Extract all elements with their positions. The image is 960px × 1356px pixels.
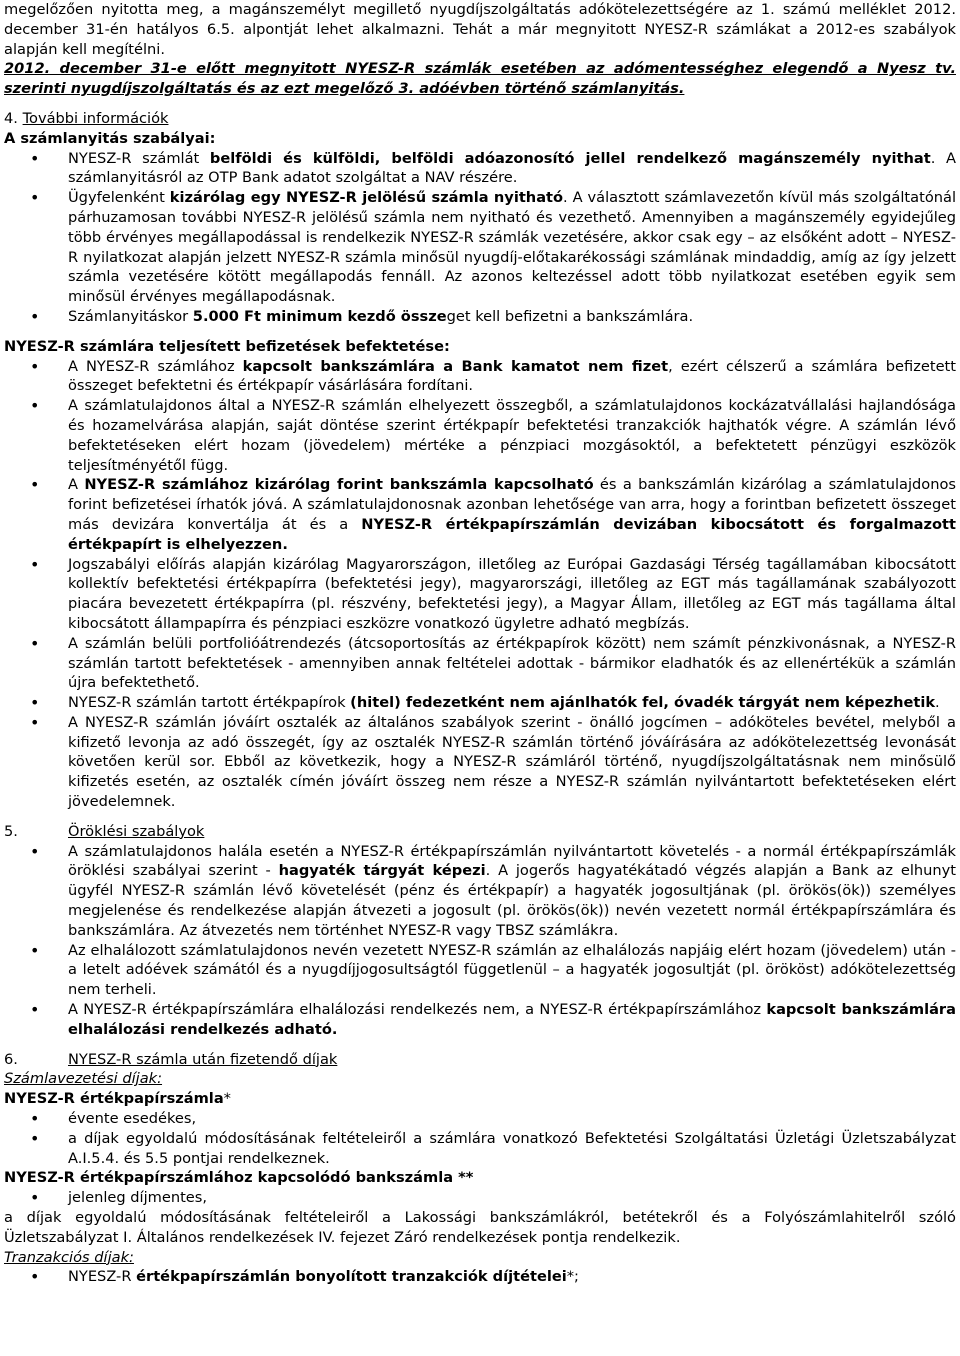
bank-account-heading: NYESZ-R értékpapírszámlához kapcsolódó bankszámla ** xyxy=(4,1169,474,1187)
account-rules-list xyxy=(4,149,956,327)
investment-list xyxy=(4,357,956,812)
section-title: NYESZ-R számla után fizetendő díjak xyxy=(68,1050,338,1068)
list-item: • Az elhalálozott számlatulajdonos nevén vezetett NYESZ-R számlán az elhalálozás napjáig elért hozam (jövedelem) után - a letelt adóévek számától és a nyugdíjjogosultságtól függetlenül – a hagyaték jogosultját (pl. örököst) adókötelezettség nem terheli. xyxy=(4,941,956,1000)
list-item: • évente esedékes, xyxy=(4,1109,956,1129)
list-item: • A számlatulajdonos által a NYESZ-R számlán elhelyezett összegből, a számlatulajdonos kockázatvállalási hajlandósága és hozamelvárása alapján, saját döntése szerint értékpapír befektetési tranzakciók hajthatók végre. A számlán lévő befektetéseken elért hozam (jövedelem) mértéke a pénzpiaci mozgásoktól, a befektetett pénzügyi eszközök teljesítményétől függ. xyxy=(4,396,956,475)
section4-heading xyxy=(4,109,956,129)
section-number: 6. xyxy=(4,1050,18,1068)
list-item: • Jogszabályi előírás alapján kizárólag Magyarországon, illetőleg az Európai Gazdasági Térség tagállamában kibocsátott kollektív befektetési értékpapírra (befektetési jegy), magyarországi, illetőleg az EGT más tagállamának szabályozott piacára bevezetett értékpapírra (pl. részvény, befektetési jegy), a Magyar Állam, illetőleg az EGT más tagállama által kibocsátott állampapírra és pénzpiaci eszközre vonatkozó ügyletre adható megbízás. xyxy=(4,555,956,634)
securities-account-heading: NYESZ-R értékpapírszámla* xyxy=(4,1090,231,1108)
list-item: • NYESZ-R számlát belföldi és külföldi, belföldi adóazonosító jellel rendelkező magánszemély nyithat. A számlanyitásról az OTP Bank adatot szolgáltat a NAV részére. xyxy=(4,149,956,189)
section-title: További információk xyxy=(22,109,169,127)
section4-subtitle: A számlanyitás szabályai: xyxy=(4,129,216,147)
section-number: 4. xyxy=(4,109,18,127)
section-number: 5. xyxy=(4,822,18,840)
section5-heading xyxy=(4,822,956,842)
list-item: • A NYESZ-R számlán jóváírt osztalék az általános szabályok szerint - önálló jogcímen – adóköteles bevétel, melyből a kifizető levonja az adó összegét, így az osztalék NYESZ-R számlán történő jóváírására az adókötelezettség levonását követően kerül sor. Ebből az következik, hogy a NYESZ-R számláról történő, nyugdíjszolgáltatásnak nem minősülő kifizetés esetén, az osztalék címén jóváírt összeg nem része a NYESZ-R számlán nyilvántartott befektetéseken elért jövedelemnek. xyxy=(4,713,956,812)
bank-fee-list xyxy=(4,1188,956,1208)
investment-heading: NYESZ-R számlára teljesített befizetések befektetése: xyxy=(4,337,450,355)
section-title: Öröklési szabályok xyxy=(68,822,205,840)
intro-highlight: 2012. december 31-e előtt megnyitott NYESZ-R számlák esetében az adómentességhez elegendő a Nyesz tv. szerinti nyugdíjszolgáltatás és az ezt megelőző 3. adóévben történő számlanyitás. xyxy=(4,60,956,98)
list-item: • A NYESZ-R értékpapírszámlára elhalálozási rendelkezés nem, a NYESZ-R értékpapírszámlához kapcsolt bankszámlára elhalálozási rendelkezés adható. xyxy=(4,1000,956,1040)
list-item: • A számlatulajdonos halála esetén a NYESZ-R értékpapírszámlán nyilvántartott követelés - a normál értékpapírszámlák öröklési szabályai szerint - hagyaték tárgyát képezi. A jogerős hagyatékátadó végzés alapján a Bank az elhunyt ügyfél NYESZ-R számlán lévő követelését (pénz és értékpapír) a hagyaték jogosultjának (pl. örökös(ök)) személyes megjelenése és rendelkezése alapján átvezeti a jogosult (pl. örökös(ök)) nevén vezetett normál értékpapírszámlára és bankszámlára. Az átvezetés nem történhet NYESZ-R vagy TBSZ számlákra. xyxy=(4,842,956,941)
bank-fee-note: a díjak egyoldalú módosításának feltételeiről a Lakossági bankszámlákról, betétekről és a Folyószámlahitelről szóló Üzletszabályzat I. Általános rendelkezések IV. fejezet Záró rendelkezések pontja rendelkezik. xyxy=(4,1209,956,1246)
section6-heading xyxy=(4,1050,956,1070)
list-item: • Ügyfelenként kizárólag egy NYESZ-R jelölésű számla nyitható. A választott számlavezetőn kívül más szolgáltatónál párhuzamosan további NYESZ-R jelölésű számla nem nyitható és vezethető. Amennyiben a magánszemély egyidejűleg több érvényes megállapodással is rendelkezik NYESZ-R számlák vezetésére, akkor csak egy – az elsőként adott – NYESZ-R nyilatkozat alapján jelzett NYESZ-R számla minősül nyugdíj-előtakarékossági számlának mindaddig, amíg az így jelzett számla vezetésére kötött megállapodás fennáll. Az azonos keltezéssel adott több nyilatkozat esetében egyik sem minősül érvényes megállapodásnak. xyxy=(4,188,956,307)
list-item: • a díjak egyoldalú módosításának feltételeiről a számlára vonatkozó Befektetési Szolgáltatási Üzletági Üzletszabályzat A.I.5.4. és 5.5 pontjai rendelkeznek. xyxy=(4,1129,956,1169)
transaction-fees-heading: Tranzakciós díjak: xyxy=(4,1248,134,1266)
securities-fee-list xyxy=(4,1109,956,1168)
transaction-fee-list xyxy=(4,1267,956,1287)
list-item: • NYESZ-R számlán tartott értékpapírok (hitel) fedezetként nem ajánlhatók fel, óvadék tárgyát nem képezhetik. xyxy=(4,693,956,713)
list-item: • A számlán belüli portfolióátrendezés (átcsoportosítás az értékpapírok között) nem számít pénzkivonásnak, a NYESZ-R számlán tartott befektetések - amennyiben annak feltételei adottak - bármikor eladhatók és az ellenértékük a számlán újra befektethető. xyxy=(4,634,956,693)
inheritance-list xyxy=(4,842,956,1040)
list-item: • A NYESZ-R számlához kizárólag forint bankszámla kapcsolható és a bankszámlán kizárólag a számlatulajdonos forint befizetései írhatók jóvá. A számlatulajdonosnak azonban lehetősége van arra, hogy a forintban befizetett összeget más devizára konvertálja át és a NYESZ-R értékpapírszámlán devizában kibocsátott és forgalmazott értékpapírt is elhelyezzen. xyxy=(4,475,956,554)
intro-paragraph: megelőzően nyitotta meg, a magánszemélyt megillető nyugdíjszolgáltatás adókötelezettségére az 1. számú melléklet 2012. december 31-én hatályos 6.5. alpontját lehet alkalmazni. Tehát a már megnyitott NYESZ-R számlákat a 2012-es szabályok alapján kell megítélni. xyxy=(4,1,956,58)
list-item: • Számlanyitáskor 5.000 Ft minimum kezdő összeget kell befizetni a bankszámlára. xyxy=(4,307,956,327)
list-item: • A NYESZ-R számlához kapcsolt bankszámlára a Bank kamatot nem fizet, ezért célszerű a számlára befizetett összeget befektetni és értékpapír vásárlására fordítani. xyxy=(4,357,956,397)
list-item: • jelenleg díjmentes, xyxy=(4,1188,956,1208)
list-item: • NYESZ-R értékpapírszámlán bonyolított tranzakciók díjtételei*; xyxy=(4,1267,956,1287)
fees-heading: Számlavezetési díjak: xyxy=(4,1070,163,1088)
